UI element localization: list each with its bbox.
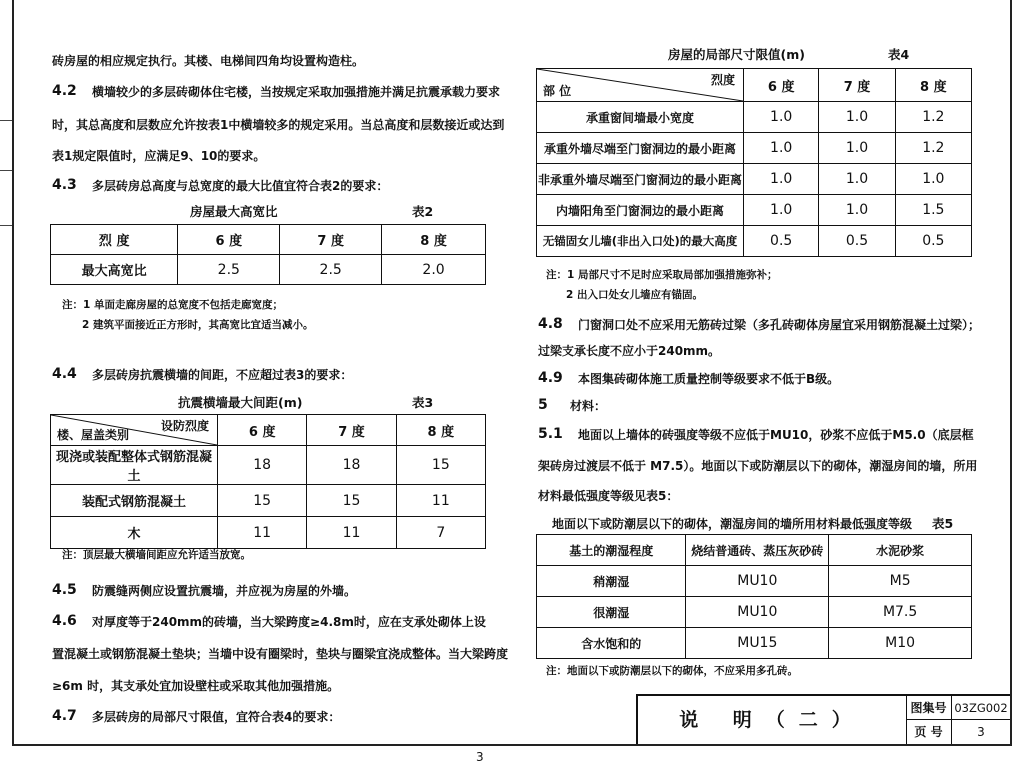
binding-mark <box>0 170 12 171</box>
table4-cell: 1.0 <box>819 195 895 226</box>
table5-label: 表5 <box>932 516 954 531</box>
table2-label: 表2 <box>412 204 434 219</box>
table4-cell: 1.5 <box>895 195 971 226</box>
table4-header-cell: 7 度 <box>819 69 895 102</box>
table5-cell: M5 <box>829 566 972 597</box>
table4-cell: 1.0 <box>744 195 819 226</box>
table5-cell: 很潮湿 <box>537 597 686 628</box>
table5-header-cell: 烧结普通砖、蒸压灰砂砖 <box>686 535 829 566</box>
table5-cell: 稍潮湿 <box>537 566 686 597</box>
table2-caption: 房屋最大高宽比 <box>190 204 278 219</box>
table4-corner-top: 烈度 <box>710 73 735 87</box>
section-4-3-number: 4.3 <box>52 177 77 193</box>
table3-corner-top: 设防烈度 <box>160 419 209 433</box>
table2-cell: 2.5 <box>178 255 280 285</box>
table4-cell: 非承重外墙尽端至门窗洞边的最小距离 <box>537 164 744 195</box>
table4-corner-bottom: 部 位 <box>543 84 572 98</box>
table5-cell: MU10 <box>686 566 829 597</box>
table5-note: 注：地面以下或防潮层以下的砌体，不应采用多孔砖。 <box>546 665 798 677</box>
table3-cell: 装配式钢筋混凝土 <box>51 485 218 517</box>
table4-cell: 0.5 <box>744 226 819 257</box>
table3-cell: 18 <box>218 446 307 485</box>
table2 <box>50 224 486 285</box>
section-4-8-line1: 门窗洞口处不应采用无筋砖过梁（多孔砖砌体房屋宜采用钢筋混凝土过梁）； <box>578 318 981 332</box>
table4-cell: 1.0 <box>744 102 819 133</box>
section-4-5-number: 4.5 <box>52 582 77 598</box>
table4-caption: 房屋的局部尺寸限值(m) <box>668 47 805 62</box>
table4-note-1: 注：1 局部尺寸不足时应采取局部加强措施弥补； <box>546 269 778 281</box>
table3-corner-bottom: 楼、屋盖类别 <box>57 428 130 442</box>
section-4-3-text: 多层砖房总高度与总宽度的最大比值宜符合表2的要求： <box>92 179 389 193</box>
binding-mark <box>0 225 12 226</box>
section-4-6-number: 4.6 <box>52 613 77 629</box>
table4-cell: 1.0 <box>819 164 895 195</box>
section-4-9-text: 本图集砖砌体施工质量控制等级要求不低于B级。 <box>578 372 840 386</box>
table2-header-cell: 6 度 <box>178 225 280 255</box>
section-5-1-line3: 材料最低强度等级见表5： <box>538 489 679 503</box>
table3-cell: 木 <box>51 517 218 549</box>
table3-cell: 现浇或装配整体式钢筋混凝土 <box>51 446 218 485</box>
section-5-1-line1: 地面以上墙体的砖强度等级不应低于MU10，砂浆不应低于M5.0（底层框 <box>578 428 974 442</box>
frame-bottom-border <box>12 744 1012 746</box>
section-4-6-line2: 置混凝土或钢筋混凝土垫块；当墙中设有圈梁时，垫块与圈梁宜浇成整体。当大梁跨度 <box>52 647 509 661</box>
table5-header-cell: 水泥砂浆 <box>829 535 972 566</box>
section-4-6-line3: ≥6m 时，其支承处宜加设壁柱或采取其他加强措施。 <box>52 679 340 693</box>
table3-corner-cell <box>51 415 218 446</box>
table4-corner-cell <box>537 69 744 102</box>
frame-left-border <box>12 0 14 745</box>
table2-header-cell: 7 度 <box>280 225 382 255</box>
table3-header-cell: 8 度 <box>396 415 485 446</box>
table4-cell: 1.0 <box>895 164 971 195</box>
table4-cell: 0.5 <box>895 226 971 257</box>
table2-header-cell: 烈 度 <box>51 225 178 255</box>
table3 <box>50 414 486 549</box>
section-4-4-text: 多层砖房抗震横墙的间距，不应超过表3的要求： <box>92 368 353 382</box>
table3-cell: 15 <box>307 485 396 517</box>
table3-header-cell: 6 度 <box>218 415 307 446</box>
page-number-label: 页 号 <box>906 720 952 744</box>
page-number-value: 3 <box>977 725 985 739</box>
table3-cell: 15 <box>218 485 307 517</box>
table5-cell: M7.5 <box>829 597 972 628</box>
table4-cell: 1.0 <box>744 133 819 164</box>
section-4-8-line2: 过梁支承长度不应小于240mm。 <box>538 344 721 358</box>
section-4-9-number: 4.9 <box>538 370 563 386</box>
table5-caption: 地面以下或防潮层以下的砌体，潮湿房间的墙所用材料最低强度等级 <box>552 517 913 531</box>
table5 <box>536 534 972 659</box>
section-4-2-line2: 时，其总高度和层数应允许按表1中横墙较多的规定采用。当总高度和层数接近或达到 <box>52 118 505 132</box>
table3-cell: 11 <box>396 485 485 517</box>
table3-caption: 抗震横墙最大间距(m) <box>178 395 303 410</box>
table4-cell: 内墙阳角至门窗洞边的最小距离 <box>537 195 744 226</box>
table4-cell: 无锚固女儿墙(非出入口处)的最大高度 <box>537 226 744 257</box>
title-block <box>636 694 1010 744</box>
table4-cell: 1.2 <box>895 102 971 133</box>
section-4-2-line1: 横墙较少的多层砖砌体住宅楼，当按规定采取加强措施并满足抗震承载力要求 <box>92 85 501 99</box>
section-4-2-line3: 表1规定限值时，应满足9、10的要求。 <box>52 149 266 163</box>
table3-note: 注：顶层最大横墙间距应允许适当放宽。 <box>62 549 251 561</box>
intro-line: 砖房屋的相应规定执行。其楼、电梯间四角均设置构造柱。 <box>52 54 365 68</box>
section-5-number: 5 <box>538 397 548 413</box>
table2-cell: 最大高宽比 <box>51 255 178 285</box>
table3-cell: 18 <box>307 446 396 485</box>
table3-cell: 11 <box>307 517 396 549</box>
table3-label: 表3 <box>412 395 434 410</box>
table2-note-1: 注：1 单面走廊房屋的总宽度不包括走廊宽度； <box>62 299 283 311</box>
section-5-text: 材料： <box>570 399 607 413</box>
table4-cell: 1.0 <box>744 164 819 195</box>
table3-cell: 7 <box>396 517 485 549</box>
table2-cell: 2.5 <box>280 255 382 285</box>
section-4-8-number: 4.8 <box>538 316 563 332</box>
table5-cell: M10 <box>829 628 972 659</box>
table2-header-cell: 8 度 <box>382 225 486 255</box>
table4-cell: 1.0 <box>819 133 895 164</box>
binding-mark <box>0 120 12 121</box>
section-4-7-text: 多层砖房的局部尺寸限值，宜符合表4的要求： <box>92 710 341 724</box>
table5-cell: MU15 <box>686 628 829 659</box>
table5-cell: 含水饱和的 <box>537 628 686 659</box>
table4 <box>536 68 972 257</box>
table3-cell: 15 <box>396 446 485 485</box>
atlas-number-label: 图集号 <box>906 696 952 720</box>
footer-page-number: 3 <box>476 750 484 764</box>
section-5-1-number: 5.1 <box>538 426 563 442</box>
table5-cell: MU10 <box>686 597 829 628</box>
table5-header-cell: 基土的潮湿程度 <box>537 535 686 566</box>
table4-cell: 承重外墙尽端至门窗洞边的最小距离 <box>537 133 744 164</box>
table4-header-cell: 8 度 <box>895 69 971 102</box>
table4-header-cell: 6 度 <box>744 69 819 102</box>
section-4-4-number: 4.4 <box>52 366 77 382</box>
table4-note-2: 2 出入口处女儿墙应有锚固。 <box>566 289 703 301</box>
frame-right-border <box>1010 0 1012 746</box>
section-4-6-line1: 对厚度等于240mm的砖墙，当大梁跨度≥4.8m时，应在支承处砌体上设 <box>92 615 486 629</box>
table3-header-cell: 7 度 <box>307 415 396 446</box>
atlas-number-value: 03ZG002 <box>952 696 1010 720</box>
table4-label: 表4 <box>888 47 910 62</box>
table4-cell: 1.2 <box>895 133 971 164</box>
table2-cell: 2.0 <box>382 255 486 285</box>
drawing-title: 说 明（二） <box>638 696 907 744</box>
table3-cell: 11 <box>218 517 307 549</box>
table4-cell: 0.5 <box>819 226 895 257</box>
section-4-7-number: 4.7 <box>52 708 77 724</box>
table4-cell: 承重窗间墙最小宽度 <box>537 102 744 133</box>
table4-cell: 1.0 <box>819 102 895 133</box>
section-4-2-number: 4.2 <box>52 83 77 99</box>
section-4-5-text: 防震缝两侧应设置抗震墙，并应视为房屋的外墙。 <box>92 584 357 598</box>
section-5-1-line2: 架砖房过渡层不低于 M7.5）。地面以下或防潮层以下的砌体，潮湿房间的墙，所用 <box>538 459 978 473</box>
table2-note-2: 2 建筑平面接近正方形时，其高宽比宜适当减小。 <box>82 319 314 331</box>
